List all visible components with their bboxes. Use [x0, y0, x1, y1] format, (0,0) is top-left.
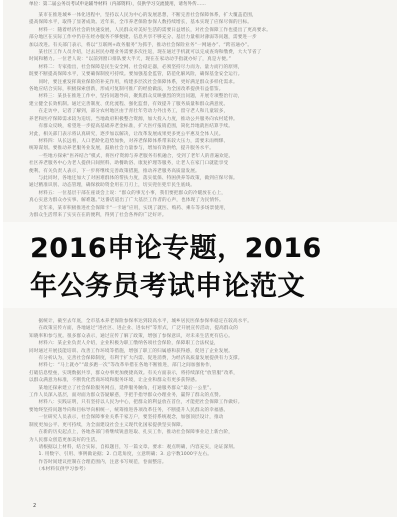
text-line: 便利。有关负责人表示，下一步将继续完善政策措施，推动养老服务高质量发展。 [29, 168, 200, 174]
page-number: 2 [33, 503, 37, 509]
text-line: 近年来，某市积极推进社会保障卡“一卡通”应用，实现了就医、购药、乘车等多场景使用， [29, 205, 229, 211]
text-line: 1. 用数字、引用、事例做论据；2. 自选角度，立意明确；3. 总字数1000字左右。 [29, 452, 212, 458]
text-line: 养老和医疗保障需求较为迫切。当地政府积极整合资源，加大投入力度，推动公共服务向农村延伸。 [29, 116, 238, 122]
text-line: （本材料仅供学习参考） [29, 467, 89, 473]
text-line: 材料四：从长远看，人口老龄化趋势加快，对养老保障体系带来较大压力，需要未雨绸缪、 [29, 138, 229, 144]
banner-title-line-1: 2016申论专题，2016 [30, 233, 322, 264]
text-line: 同时，要注重发挥商业保险的补充作用，构建多层次社会保障体系，更好满足群众多样化需求。 [29, 79, 238, 85]
text-line: 知晓率和参与度。很多群众表示，通过宣传了解了政策，增强了参保意识，对未来生活更有信心。 [29, 333, 233, 339]
text-line: 作答时间建议控制在合理范围内，注意书写规范，卷面整洁。 [29, 459, 167, 465]
text-line: 以群众满意为标准，不断优化营商环境和服务环境，让企业和群众有更多获得感。 [29, 378, 200, 384]
text-line: 材料五：一位基层干部在座谈会上说：“群众的事无小事，我们要把群众的冷暖放在心上， [29, 190, 227, 196]
text-line: 一些地方探索“医养结合”模式，将医疗资源与养老服务有机融合，受到了老年人的普遍欢迎。 [29, 153, 234, 159]
text-line: 材料三：某县在推进工作中，坚持问题导向，聚焦群众反映强烈的突出问题，开展专项整治行动， [29, 94, 243, 100]
text-line: 在走访中，记者了解到，部分农村地区由于青壮年劳动力外出务工，留守老人和儿童较多， [29, 109, 229, 115]
text-line: 有分析认为，完善社会保障制度，有利于扩大内需、促进消费，为经济高质量发展提供有力支撑。 [29, 356, 243, 362]
text-line: 为人民群众创造更加美好的生活。 [29, 437, 101, 443]
text-line: 某地还探索建立了社会保险服务网点，延伸服务触角，打通服务群众“最后一公里”。 [29, 385, 215, 391]
text-line: 真心实意为群众办实事、解难题。”这番话道出了广大基层工作者的心声，也体现了为民情怀。 [29, 198, 224, 204]
text-line: 请根据以上材料，结合实际，自拟题目，写一篇文章。要求：观点明确，内容充实，论证深刻。 [29, 444, 238, 450]
text-line: 通过精准识别、动态管理，确保救助资金用在刀刃上，切实兜住兜牢民生底线。 [29, 183, 196, 189]
text-line: 提高保障水平，取得了显著成效。近年来，全市养老保险参保人数持续增长，基本实现了应保尽保的目标。 [29, 20, 252, 26]
text-line: 部分地区在实际工作中仍存在经办服务不够便捷、信息共享不够充分、基层力量相对薄弱等问题，需要进一步 [29, 35, 257, 41]
text-line: 制度更加公平、更可持续，为全面建设社会主义现代化国家提供坚实保障。 [29, 422, 186, 428]
text-line: 建立健全长效机制。通过完善制度、优化流程、强化监督，有效提升了服务质量和群众满意度。 [29, 101, 229, 107]
text-line: 某社区工作人员介绍，过去居民办理业务需要多次往返，现在通过手机就可以完成查询和缴费，大大节省了 [29, 50, 262, 56]
text-line: 与此同时，各地还加大了对困难群体的帮扶力度，落实低保、特困供养等政策，做到应保尽保。 [29, 175, 238, 181]
text-line: 在政策宣传方面，各地通过“进社区、进企业、进农村”等形式，广泛开展宣传活动，提高群众的 [29, 326, 239, 332]
document-text-upper [29, 12, 385, 226]
text-line: 社区养老服务中心为老人提供日间照料、助餐助浴、康复护理等服务，让老人在家门口就能享受 [29, 161, 229, 167]
banner-title-line-2: 年公务员考试申论范文 [30, 271, 305, 302]
text-line: 在新的历史起点上，各地各部门将继续锐意进取、扎实工作，推动社会保障事业迈上新台阶， [29, 430, 233, 436]
text-line: 对此，相关部门表示将认真研究，逐步加以解决，让改革发展成果更多更公平惠及全体人民。 [29, 131, 224, 137]
text-line: 加以改进。有关部门表示，将以“互联网+政务服务”为抓手，推动社会保险业务“一网通办”、“跨省通办”。 [29, 42, 253, 48]
document-header: 单位：第二届公务员考试申论辅导材料（内部资料），仅供学习交流使用，请勿外传…… [29, 2, 206, 7]
text-line: 有群众反映，希望进一步提高基础养老金标准，扩大医疗报销范围，简化异地就医结算手续。 [29, 124, 233, 130]
text-line: 材料八：实践证明，只有坚持以人民为中心，把群众的利益放在首位，才能把社会保障工作做好。 [29, 400, 243, 406]
text-line: 材料一：随着经济社会的快速发展，人民群众对美好生活的需要日益增长，对社会保障工作也提出了更高要求。 [29, 27, 271, 33]
text-line: 打破信息壁垒，实现数据共享，群众办事更加便捷高效。有关方面表示，将持续深化“放管服”改革， [29, 370, 239, 376]
text-line: 材料二：专家指出，社会保障是民生安全网、社会稳定器，必须坚持尽力而为、量力而行的原则， [29, 64, 243, 70]
text-line: 要始终坚持问题导向和目标导向相统一，统筹推进各项改革任务，不断提升人民群众的幸福感。 [29, 407, 229, 413]
text-line: 既要不断提高保障水平，又要确保制度可持续。要加强基金监管，防范化解风险，确保基金安全运行。 [29, 72, 243, 78]
document-text-lower [29, 318, 385, 508]
text-line: 各地应结合实际，积极探索创新，形成可复制可推广的经验做法，为全国改革提供有益借鉴。 [29, 87, 224, 93]
text-line: 统筹谋划。要推动养老服务业发展，鼓励社会力量参与，增加有效供给，提升服务水平。 [29, 146, 215, 152]
text-line: 时间和精力。一位老人说：“以前到窗口排队要大半天，现在在家动动手指就办好了，真是方便。” [29, 57, 232, 63]
text-line: 为群众生活带来了实实在在的便利，得到了社会各界的广泛好评。 [29, 212, 167, 218]
text-line: 材料七：“马上就办”“最多跑一次”等改革举措在各地不断推进，部门之间加强协作， [29, 363, 215, 369]
text-line: 一位研究人员表示，社会保障事业关系千家万户，要坚持系统观念，加强顶层设计，推动 [29, 415, 224, 421]
text-line: 同时通过开展技能培训、改善工作环境等措施，增强了职工的归属感和获得感，促进了企业发展。 [29, 348, 233, 354]
text-line: 据统计，截至去年底，全市基本养老保险参保率达到较高水平，城乡居民医保参保率稳定在较高水平。 [29, 319, 252, 324]
text-line: 某市在推进城乡一体化进程中，坚持以人民为中心的发展思想，不断完善社会保障体系，扩大覆盖范围， [29, 13, 257, 18]
text-line: 工作人员深入基层，面对面为群众答疑解惑，手把手指导群众办理业务，赢得了群众的点赞。 [29, 393, 224, 399]
text-line: 材料六：某企业负责人介绍，企业积极为职工缴纳各项社会保险，保障职工合法权益， [29, 341, 219, 347]
